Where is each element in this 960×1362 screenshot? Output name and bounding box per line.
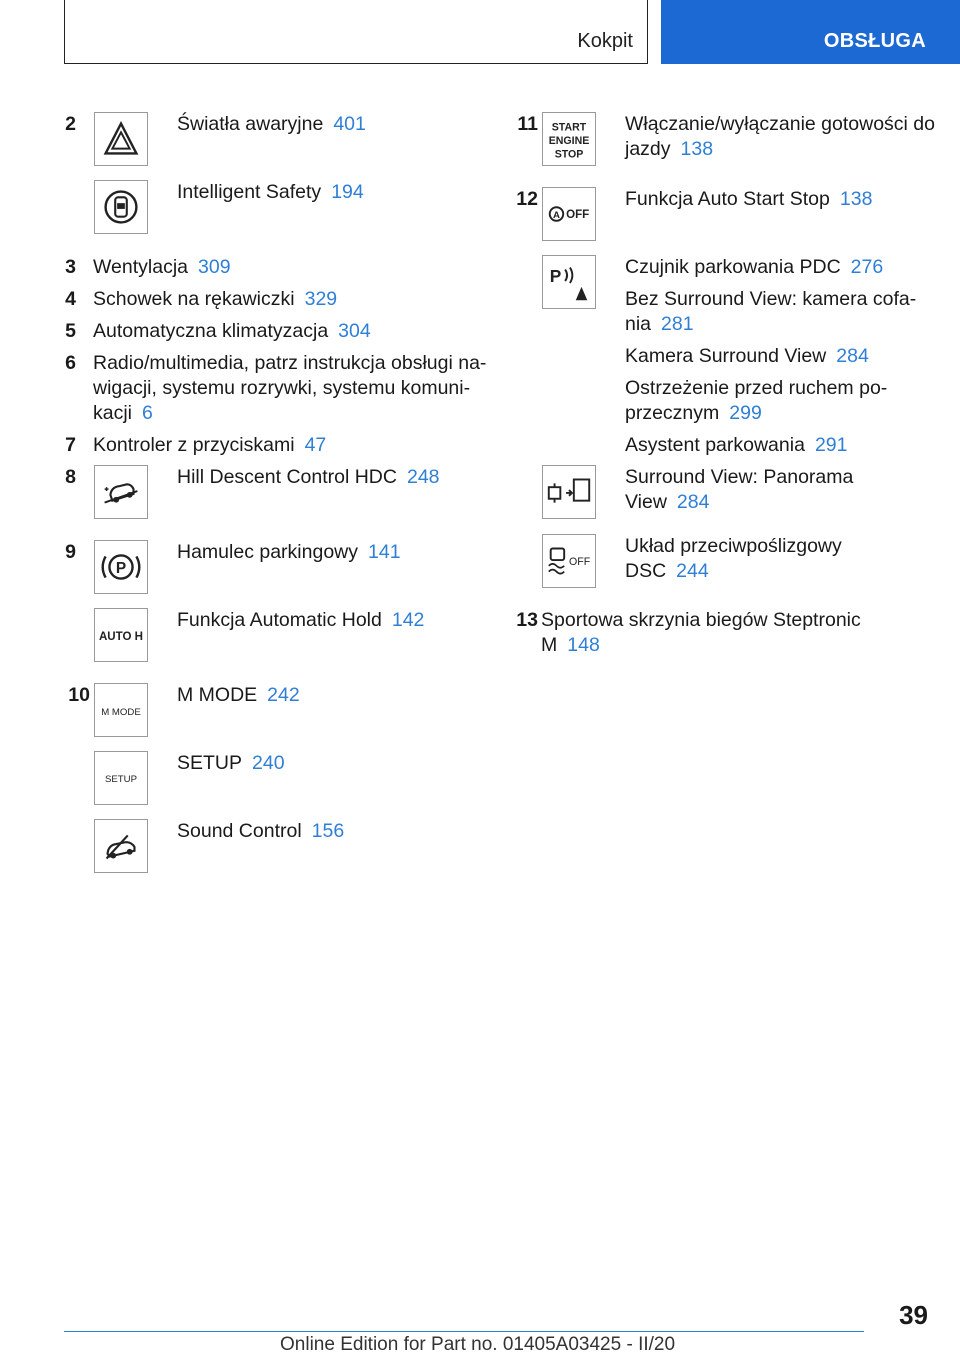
header-chapter-tab — [661, 0, 960, 64]
panorama-view-icon — [542, 465, 596, 519]
entry-setup: SETUP 240 — [177, 752, 285, 774]
page-ref[interactable]: 244 — [676, 560, 709, 582]
start-icon-line3: STOP — [554, 148, 584, 161]
entry-parking-assistant: Asystent parkowania 291 — [625, 434, 848, 456]
page-ref[interactable]: 299 — [729, 402, 762, 424]
park-distance-control-icon — [542, 255, 596, 309]
page-number: 39 — [899, 1300, 928, 1330]
item-number: 10 — [68, 684, 90, 706]
entry-hdc: Hill Descent Control HDC 248 — [177, 466, 440, 488]
item-number: 3 — [65, 256, 76, 278]
page-ref[interactable]: 156 — [311, 820, 345, 842]
page-ref[interactable]: 242 — [267, 684, 300, 706]
entry-dsc: Układ przeciwpoślizgowy DSC 244 — [625, 535, 842, 582]
entry-auto-hold: Funkcja Automatic Hold 142 — [177, 609, 425, 631]
page-ref[interactable]: 47 — [304, 434, 327, 456]
page-ref[interactable]: 291 — [814, 434, 848, 456]
entry-start-stop-readiness: Włączanie/wyłączanie gotowości do jazdy 138 — [625, 113, 935, 160]
hill-descent-icon — [94, 465, 148, 519]
page-ref[interactable]: 304 — [338, 320, 371, 342]
header-section-title: Kokpit — [577, 30, 633, 52]
item-number: 4 — [65, 288, 76, 310]
entry-parking-brake: Hamulec parkingowy 141 — [177, 541, 401, 563]
page-ref[interactable]: 401 — [333, 113, 366, 135]
header-chapter-title: OBSŁUGA — [823, 30, 926, 52]
hazard-warning-icon — [94, 112, 148, 166]
page-ref[interactable]: 138 — [839, 188, 873, 210]
page-ref[interactable]: 248 — [406, 466, 440, 488]
entry-hazard: Światła awaryjne 401 — [177, 113, 366, 135]
parking-brake-icon — [94, 540, 148, 594]
entry-steptronic: Sportowa skrzynia biegów Steptronic M 148 — [541, 609, 861, 656]
setup-icon-text: SETUP — [104, 773, 138, 785]
page-ref[interactable]: 240 — [252, 752, 285, 774]
start-engine-stop-icon — [542, 112, 596, 166]
auto-start-stop-icon-text: OFF — [566, 208, 590, 221]
entry-surround-view-camera: Kamera Surround View 284 — [625, 345, 869, 367]
page-ref[interactable]: 284 — [676, 491, 710, 513]
entry-cross-traffic-warning: Ostrzeżenie przed ruchem po- przecznym 299 — [625, 377, 888, 424]
entry-ventilation: Wentylacja 309 — [93, 256, 231, 278]
auto-start-stop-off-icon — [542, 187, 596, 241]
auto-hold-icon — [94, 608, 148, 662]
footer-divider — [64, 1331, 864, 1332]
item-number: 6 — [65, 352, 76, 374]
page-ref[interactable]: 142 — [391, 609, 425, 631]
sound-control-icon — [94, 819, 148, 873]
dsc-icon-text: OFF — [569, 555, 591, 568]
start-icon-line1: START — [551, 121, 587, 134]
header-section-tab — [64, 0, 648, 64]
svg-text:P: P — [549, 266, 562, 286]
svg-text:P: P — [115, 559, 127, 577]
entry-m-mode: M MODE 242 — [177, 684, 300, 706]
page-ref[interactable]: 138 — [680, 138, 714, 160]
setup-icon — [94, 751, 148, 805]
page-ref[interactable]: 284 — [836, 345, 869, 367]
entry-rear-camera: Bez Surround View: kamera cofa- nia 281 — [625, 288, 917, 335]
footer-edition: Online Edition for Part no. 01405A03425 - II/20 — [280, 1334, 676, 1355]
entry-sound-control: Sound Control 156 — [177, 820, 345, 842]
page-ref[interactable]: 148 — [567, 634, 600, 656]
page-ref[interactable]: 281 — [661, 313, 694, 335]
entry-radio-multimedia: Radio/multimedia, patrz instrukcja obsługi na- wigacji, systemu rozrywki, systemu komuni- kacji 6 — [93, 352, 487, 424]
intelligent-safety-icon — [94, 180, 148, 234]
item-number: 7 — [65, 434, 76, 456]
m-mode-icon — [94, 683, 148, 737]
entry-intelligent-safety: Intelligent Safety 194 — [177, 181, 364, 203]
item-number: 5 — [65, 320, 76, 342]
start-icon-line2: ENGINE — [548, 134, 590, 147]
page-ref[interactable]: 141 — [368, 541, 401, 563]
item-number: 12 — [516, 188, 538, 210]
dsc-off-icon — [542, 534, 596, 588]
item-number: 11 — [517, 113, 538, 135]
entry-glovebox: Schowek na rękawiczki 329 — [93, 288, 338, 310]
item-number: 13 — [516, 609, 538, 631]
page-ref[interactable]: 276 — [850, 256, 884, 278]
page-ref[interactable]: 329 — [304, 288, 338, 310]
item-number: 9 — [65, 541, 76, 563]
item-number: 8 — [65, 466, 76, 488]
entry-panorama-view: Surround View: Panorama View 284 — [625, 466, 854, 513]
entry-climate: Automatyczna klimatyzacja 304 — [93, 320, 371, 342]
page-ref[interactable]: 194 — [331, 181, 364, 203]
svg-text:A: A — [553, 209, 560, 221]
entry-controller: Kontroler z przyciskami 47 — [93, 434, 327, 456]
entry-auto-start-stop: Funkcja Auto Start Stop 138 — [625, 188, 873, 210]
item-number: 2 — [65, 113, 76, 135]
page-ref[interactable]: 309 — [198, 256, 231, 278]
page-ref[interactable]: 6 — [142, 402, 153, 424]
m-mode-icon-text: M MODE — [101, 706, 141, 718]
entry-pdc: Czujnik parkowania PDC 276 — [625, 256, 884, 278]
auto-hold-icon-text: AUTO H — [98, 630, 144, 643]
